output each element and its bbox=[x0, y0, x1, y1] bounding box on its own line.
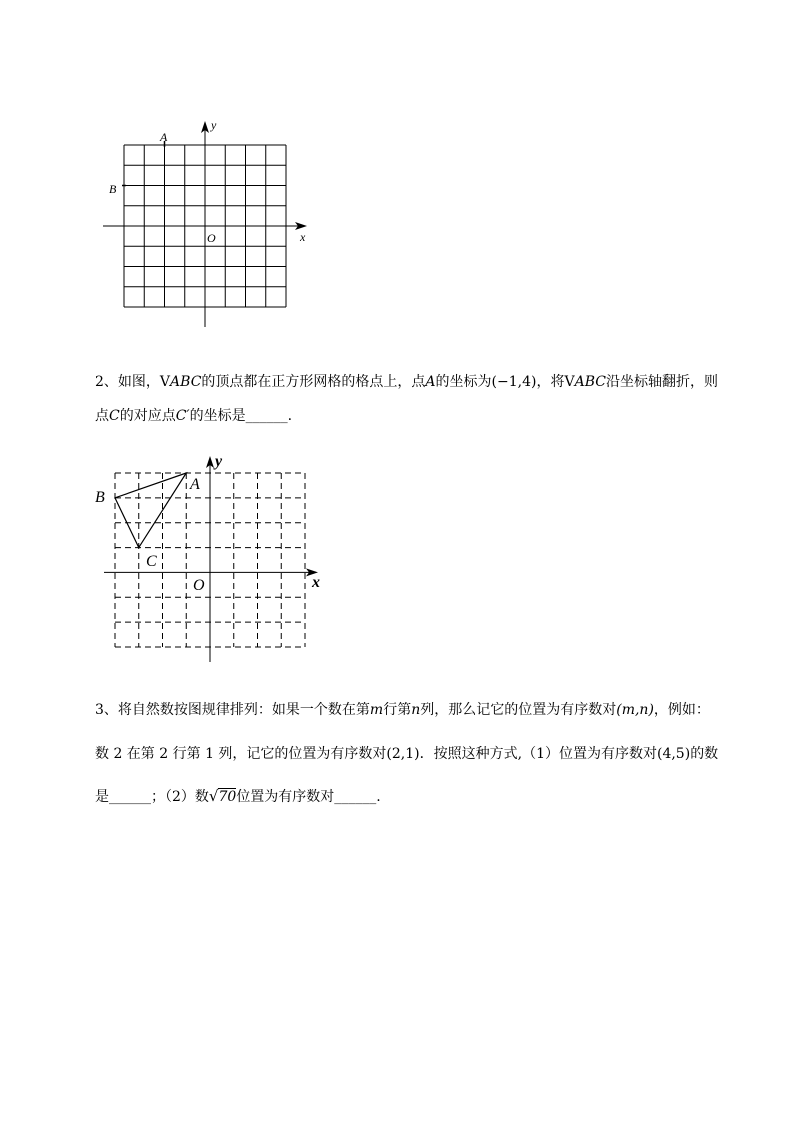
q3-number: 3、 bbox=[95, 702, 118, 718]
q2-line-1 bbox=[95, 372, 755, 392]
sqrt-symbol: √ bbox=[208, 787, 219, 805]
label-a: A bbox=[160, 130, 168, 144]
q2-text: 的对应点 bbox=[119, 408, 176, 424]
label-x: x bbox=[300, 230, 306, 244]
label-c: C bbox=[146, 553, 157, 570]
point-a: A bbox=[425, 374, 436, 390]
q2-text: 点 bbox=[95, 408, 109, 424]
label-y: y bbox=[215, 453, 223, 470]
pair-4-5: (4,5) bbox=[656, 746, 691, 762]
label-a: A bbox=[190, 476, 200, 493]
label-o: O bbox=[207, 231, 216, 245]
figure-2-grid bbox=[90, 450, 340, 665]
pair-2-1: (2,1) bbox=[386, 746, 420, 762]
q3-answer-blank-1: 是______；（2）数 bbox=[95, 789, 209, 805]
q2-text: 的顶点都在正方形网格的格点上，点 bbox=[201, 374, 426, 390]
label-b: B bbox=[109, 182, 117, 196]
var-m: m bbox=[369, 702, 384, 718]
pair-mn: (m,n) bbox=[616, 702, 654, 718]
triangle-abc bbox=[115, 473, 186, 548]
q3-text: 数 2 在第 2 行第 1 列，记它的位置为有序数对 bbox=[95, 746, 387, 762]
figure-1-grid bbox=[95, 115, 325, 335]
label-o: O bbox=[193, 577, 205, 594]
q3-line-1 bbox=[95, 700, 755, 720]
triangle-name: ABC bbox=[170, 374, 202, 390]
q3-answer-blank-2: 位置为有序数对______. bbox=[236, 789, 381, 805]
q2-answer-blank: 的坐标是______. bbox=[189, 408, 293, 424]
q2-line-2 bbox=[95, 406, 755, 426]
q2-text: 沿坐标轴翻折，则 bbox=[605, 374, 718, 390]
var-n: n bbox=[411, 702, 421, 718]
q2-number: 2、 bbox=[95, 374, 118, 390]
q3-text: ．按照这种方式,（1）位置为有序数对 bbox=[419, 746, 657, 762]
label-x: x bbox=[312, 574, 320, 591]
point-c: C bbox=[109, 408, 120, 424]
coordinate-a: (−1,4) bbox=[491, 374, 537, 390]
label-y: y bbox=[211, 118, 217, 132]
point-c-prime: C′ bbox=[175, 408, 190, 424]
sqrt-argument: 70 bbox=[218, 789, 237, 805]
triangle-symbol: V bbox=[564, 374, 575, 390]
q3-text: ，例如： bbox=[653, 702, 710, 718]
q3-text: 行第 bbox=[383, 702, 412, 718]
q2-text: 如图， bbox=[117, 374, 160, 390]
q3-line-2 bbox=[95, 744, 755, 764]
q3-text: 的数 bbox=[690, 746, 719, 762]
triangle-symbol: V bbox=[159, 374, 171, 390]
q3-text: 列，那么记它的位置为有序数对 bbox=[420, 702, 617, 718]
q3-line-3 bbox=[95, 786, 755, 807]
label-b: B bbox=[95, 489, 105, 506]
q2-text: 的坐标为 bbox=[435, 374, 492, 390]
q2-text: ，将 bbox=[536, 374, 565, 390]
q3-text: 将自然数按图规律排列：如果一个数在第 bbox=[117, 702, 370, 718]
triangle-name: ABC bbox=[574, 374, 606, 390]
